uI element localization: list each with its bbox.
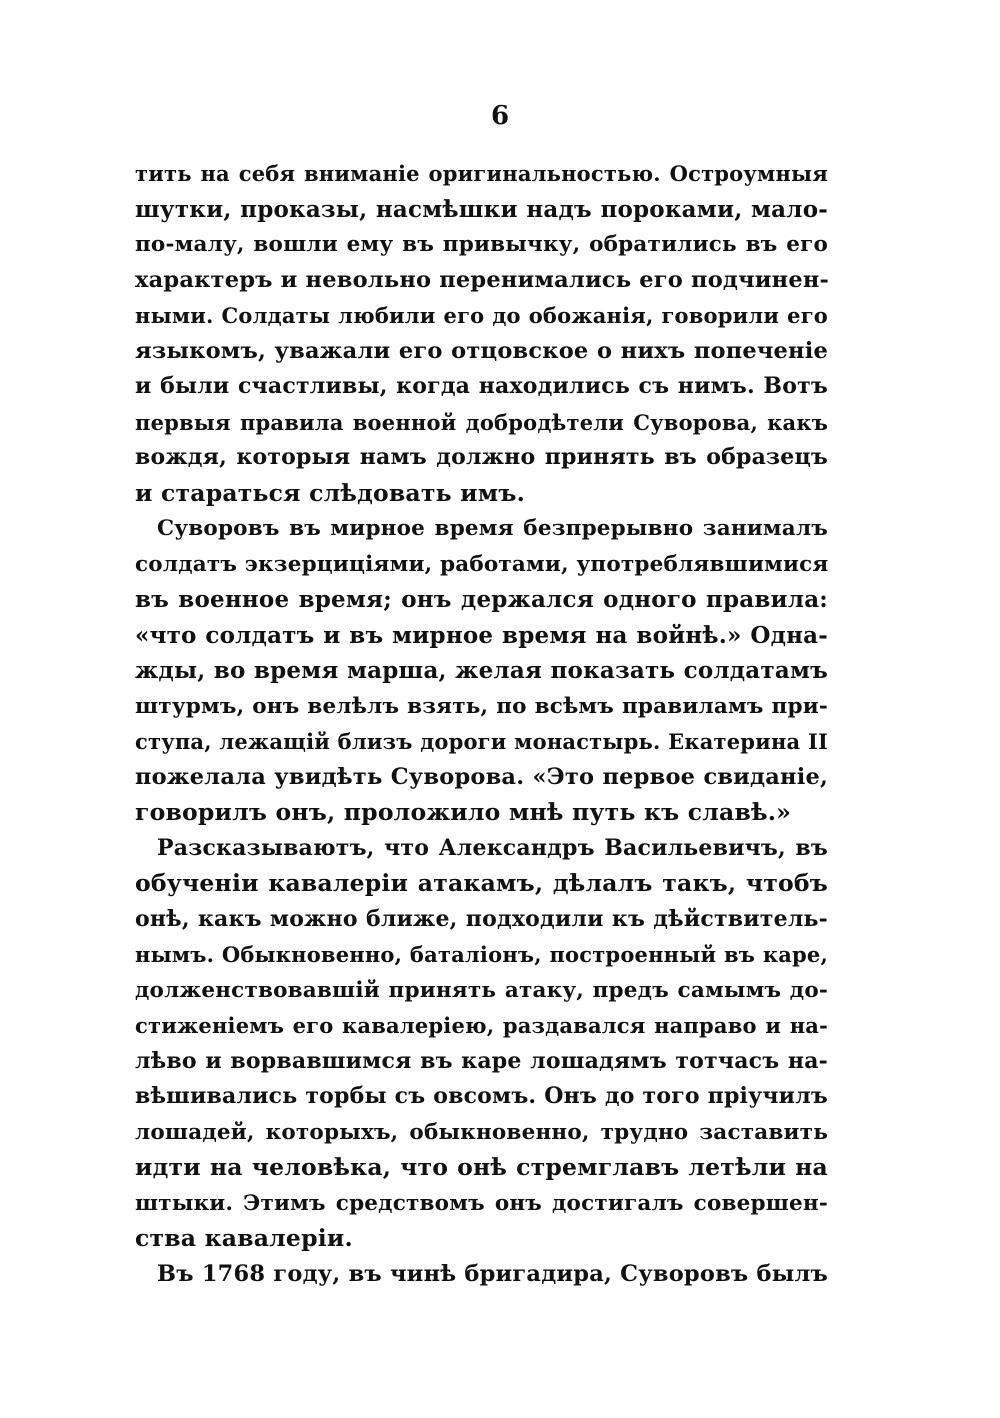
text-line: Разсказываютъ, что Александръ Васильевичъ, въ [157, 834, 828, 861]
text-line: жды, во время марша, желая показать солдатамъ [135, 657, 828, 684]
text-line: штыки. Этимъ средствомъ онъ достигалъ совершен- [135, 1190, 828, 1216]
text-line: вождя, которыя намъ должно принять въ образецъ [135, 444, 828, 470]
text-line: тить на себя вниманіе оригинальностью. Остроумныя [135, 161, 828, 186]
text-line: ства кавалеріи. [135, 1224, 353, 1252]
text-line: вѣшивались торбы съ овсомъ. Онъ до того пріучилъ [135, 1083, 828, 1109]
text-line: солдатъ экзерциціями, работами, употреблявшимися [135, 551, 829, 577]
text-line: Суворовъ въ мирное время безпрерывно занималъ [157, 516, 828, 541]
text-line: первыя правила военной добродѣтели Суворова, какъ [135, 409, 828, 435]
text-line: штурмъ, онъ велѣлъ взять, по всѣмъ правиламъ при- [135, 693, 828, 719]
text-line: шутки, проказы, насмѣшки надъ пороками, мало- [135, 195, 828, 223]
text-line: говорилъ онъ, проложило мнѣ путь къ славѣ.» [135, 798, 791, 826]
page-number: 6 [490, 101, 510, 131]
text-line: и были счастливы, когда находились съ нимъ. Вотъ [135, 373, 828, 399]
paragraph-1 [135, 156, 828, 511]
text-line: онѣ, какъ можно ближе, подходили къ дѣйствитель- [135, 905, 828, 932]
text-line: въ военное время; онъ держался одного правила: [135, 586, 828, 613]
text-line: по-малу, вошли ему въ привычку, обратились въ его [135, 232, 828, 257]
text-line: лѣво и ворвавшимся въ каре лошадямъ тотчасъ на- [135, 1047, 828, 1074]
text-line: Въ 1768 году, въ чинѣ бригадира, Суворовъ былъ [157, 1260, 828, 1287]
text-line: лошадей, которыхъ, обыкновенно, трудно заставить [135, 1119, 828, 1145]
text-line: пожелала увидѣть Суворова. «Это первое свиданіе, [135, 763, 828, 790]
text-line: обученіи кавалеріи атакамъ, дѣлалъ такъ, чтобъ [135, 869, 828, 897]
text-line: нымъ. Обыкновенно, баталіонъ, построенный въ каре, [135, 942, 828, 967]
text-line: языкомъ, уважали его отцовское о нихъ попеченіе [135, 337, 828, 364]
body-text [135, 156, 828, 1292]
paragraph-4 [135, 1257, 828, 1293]
paragraph-2 [135, 511, 828, 831]
text-line: и стараться слѣдовать имъ. [135, 478, 525, 507]
text-line: «что солдатъ и въ мирное время на войнѣ.» Одна- [135, 621, 828, 649]
paragraph-3 [135, 831, 828, 1257]
text-line: идти на человѣка, что онѣ стремглавъ летѣли на [135, 1153, 828, 1181]
text-line: ступа, лежащій близъ дороги монастырь. Екатерина II [135, 729, 828, 754]
text-line: долженствовавшій принять атаку, предъ самымъ до- [135, 977, 828, 1003]
text-line: характеръ и невольно перенимались его подчинен- [135, 266, 830, 293]
text-line: ными. Солдаты любили его до обожанія, говорили его [135, 303, 828, 328]
text-line: стиженіемъ его кавалеріею, раздавался направо и на- [135, 1013, 828, 1038]
